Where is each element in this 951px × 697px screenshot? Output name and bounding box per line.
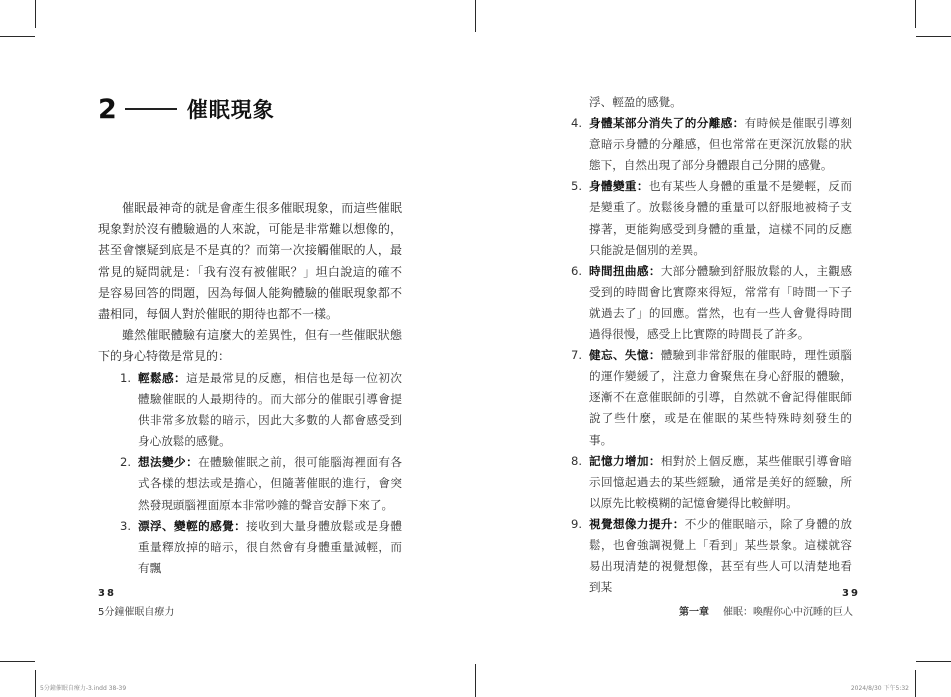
list-item <box>120 452 402 515</box>
item-text: 也有某些人身體的重量不是變輕，反而是變重了。放鬆後身體的重量可以舒服地被椅子支撐著，更能夠感受到身體的重量，這樣不同的反應只能說是個別的差異。 <box>589 179 852 257</box>
symptom-list <box>120 368 402 579</box>
page-number: 39 <box>842 588 860 599</box>
body-text <box>98 198 402 368</box>
item-text: 體驗到非常舒服的催眠時，理性頭腦的運作變緩了，注意力會聚焦在身心舒服的體驗，逐漸不在意催眠師的引導，自然就不會記得催眠師說了些什麼，或是在催眠的某些特殊時刻發生的事。 <box>589 348 852 447</box>
item-term: 輕鬆感： <box>138 371 187 385</box>
list-item <box>120 368 402 452</box>
running-head-title: 催眠：喚醒你心中沉睡的巨人 <box>723 607 853 618</box>
print-slug: 2024/8/30 下午5:32 <box>850 685 909 692</box>
item-number: 6. <box>571 263 583 278</box>
item-number: 3. <box>120 518 132 533</box>
item-number: 5. <box>571 179 583 194</box>
item-term: 身體某部分消失了的分離感： <box>589 116 745 131</box>
item-number: 8. <box>571 453 583 468</box>
print-slug: 5分鐘催眠自療力-3.indd 38-39 <box>40 685 127 692</box>
item-term: 身體變重： <box>589 179 649 194</box>
chapter-rule <box>125 108 177 110</box>
item-text: 有時候是催眠引導刻意暗示身體的分離感，但也常常在更深沉放鬆的狀態下，自然出現了部分身體跟自己分開的感覺。 <box>589 116 852 173</box>
item-term: 視覺想像力提升： <box>589 516 685 531</box>
item-text: 在體驗催眠之前，很可能腦海裡面有各式各樣的想法或是擔心，但隨著催眠的進行，會突然發現頭腦裡面原本非常吵雜的聲音安靜下來了。 <box>138 455 402 512</box>
running-head <box>679 603 853 618</box>
item-term: 時間扭曲感： <box>589 263 661 278</box>
item-text: 這是最常見的反應，相信也是每一位初次體驗催眠的人最期待的。而大部分的催眠引導會提供非常多放鬆的暗示，因此大多數的人都會感受到身心放鬆的感覺。 <box>138 371 402 449</box>
paragraph: 催眠最神奇的就是會產生很多催眠現象，而這些催眠現象對於沒有體驗過的人來說，可能是非常難以想像的，甚至會懷疑到底是不是真的？而第一次接觸催眠的人，最常見的疑問就是：「我有沒有被催眠？」坦白說這的確不是容易回答的問題，因為每個人能夠體驗的催眠現象都不盡相同，每個人對於催眠的期待也都不一樣。 <box>98 201 402 322</box>
running-head: 5分鐘催眠自療力 <box>98 607 175 618</box>
left-page <box>0 0 475 697</box>
list-item <box>571 113 852 176</box>
chapter-number: 2 <box>98 93 117 125</box>
item-number: 2. <box>120 455 132 470</box>
item-number: 1. <box>120 371 132 385</box>
item-text: 接收到大量身體放鬆或是身體重量釋放掉的暗示，很自然會有身體重量減輕，而有飄 <box>138 518 402 575</box>
chapter-title: 催眠現象 <box>186 98 275 122</box>
page-number: 38 <box>98 588 116 599</box>
item-term: 漂浮、變輕的感覺： <box>138 518 247 533</box>
item-number: 9. <box>571 516 583 531</box>
item-term: 健忘、失憶： <box>589 348 661 363</box>
item-text: 相對於上個反應，某些催眠引導會暗示回憶起過去的某些經驗，通常是美好的經驗，所以原先比較模糊的記憶會變得比較鮮明。 <box>589 453 852 510</box>
item-text: 浮、輕盈的感覺。 <box>589 95 682 109</box>
list-item <box>571 514 852 598</box>
list-item <box>571 345 852 450</box>
right-page <box>476 0 951 697</box>
running-head-chapter: 第一章 <box>679 607 709 618</box>
item-number: 4. <box>571 116 583 131</box>
paragraph: 雖然催眠體驗有這麼大的差異性，但有一些催眠狀態下的身心特徵是常見的： <box>98 328 402 364</box>
list-item <box>120 516 402 579</box>
chapter-heading <box>98 92 275 126</box>
list-item <box>571 176 852 260</box>
item-text: 不少的催眠暗示，除了身體的放鬆，也會強調視覺上「看到」某些景象。這樣就容易出現清楚的視覺想像，甚至有些人可以清楚地看到某 <box>589 516 852 595</box>
list-item <box>571 451 852 514</box>
item-term: 記憶力增加： <box>589 453 661 468</box>
item-term: 想法變少： <box>138 455 199 470</box>
list-continuation <box>571 92 852 113</box>
symptom-list <box>571 92 852 598</box>
list-item <box>571 261 852 345</box>
item-number: 7. <box>571 348 583 363</box>
item-text: 大部分體驗到舒服放鬆的人，主觀感受到的時間會比實際來得短，常常有「時間一下子就過去了」的回應。當然，也有一些人會覺得時間過得很慢，感受上比實際的時間長了許多。 <box>589 263 852 342</box>
